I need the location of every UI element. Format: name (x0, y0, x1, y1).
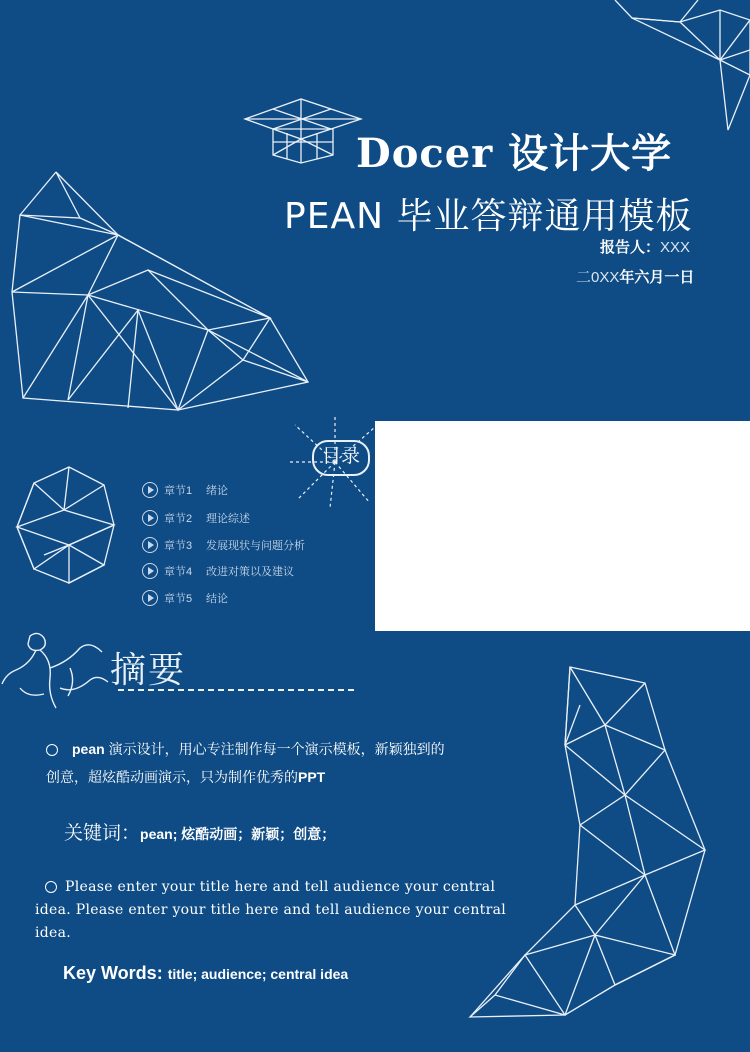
white-block (375, 421, 750, 631)
keywords-cn-value: pean; 炫酷动画；新颖；创意； (140, 826, 336, 842)
keywords-en-value: title; audience; central idea (167, 966, 349, 982)
toc-label: 绪论 (206, 485, 228, 497)
abstract-en-paragraph (35, 876, 515, 945)
toc-label: 发展现状与问题分析 (206, 540, 305, 552)
university-name: Docer 设计大学 (356, 130, 673, 177)
polygon-decoration-top-right (610, 0, 750, 135)
reporter-line (600, 236, 690, 257)
toc-item-5[interactable] (142, 588, 228, 608)
bullet-circle-icon (45, 881, 57, 893)
play-circle-icon (142, 563, 158, 579)
abstract-cn-text-end: PPT (298, 769, 326, 785)
toc-chapter: 章节4 (164, 566, 193, 578)
play-circle-icon (142, 482, 158, 498)
toc-label: 改进对策以及建议 (206, 566, 294, 578)
toc-item-1[interactable] (142, 480, 228, 500)
toc-title: 目录 (312, 440, 370, 476)
abstract-cn-text-1: 演示设计，用心专注制作每一个演示模板，新颖独到的 (104, 741, 445, 757)
sketch-figure-icon (0, 628, 112, 718)
date-prefix: 二0XX (576, 269, 620, 286)
date-line (576, 266, 694, 287)
graduation-cap-icon (243, 97, 363, 167)
toc-chapter: 章节1 (164, 485, 193, 497)
abstract-cn-paragraph (46, 735, 516, 791)
reporter-label: 报告人： (600, 239, 661, 256)
keywords-en (63, 963, 348, 984)
keywords-en-label: Key Words: (63, 963, 163, 983)
toc-label: 理论综述 (206, 513, 250, 525)
polygon-decoration-left (8, 170, 313, 415)
play-circle-icon (142, 510, 158, 526)
toc-item-2[interactable] (142, 508, 250, 528)
toc-label: 结论 (206, 593, 228, 605)
play-circle-icon (142, 590, 158, 606)
reporter-value: XXX (660, 239, 691, 256)
page-title: PEAN 毕业答辩通用模板 (284, 196, 693, 237)
play-circle-icon (142, 537, 158, 553)
keywords-cn (64, 818, 335, 845)
date-suffix: 年六月一日 (619, 269, 695, 286)
bullet-circle-icon (46, 744, 58, 756)
toc-chapter: 章节5 (164, 593, 193, 605)
abstract-title: 摘要 (110, 649, 187, 690)
abstract-underline (118, 689, 354, 691)
toc-chapter: 章节2 (164, 513, 193, 525)
polygon-decoration-sphere (14, 465, 119, 585)
abstract-cn-lead: pean (72, 741, 105, 757)
toc-item-3[interactable] (142, 535, 305, 555)
abstract-en-text: Please enter your title here and tell audience your central idea. Please enter your title here and tell audience your central idea. (35, 879, 506, 941)
keywords-cn-label: 关键词： (64, 823, 141, 844)
toc-chapter: 章节3 (164, 540, 193, 552)
toc-item-4[interactable] (142, 561, 294, 581)
polygon-decoration-bottom-right (465, 665, 715, 1025)
abstract-cn-text-2: 创意，超炫酷动画演示，只为制作优秀的 (46, 769, 298, 785)
